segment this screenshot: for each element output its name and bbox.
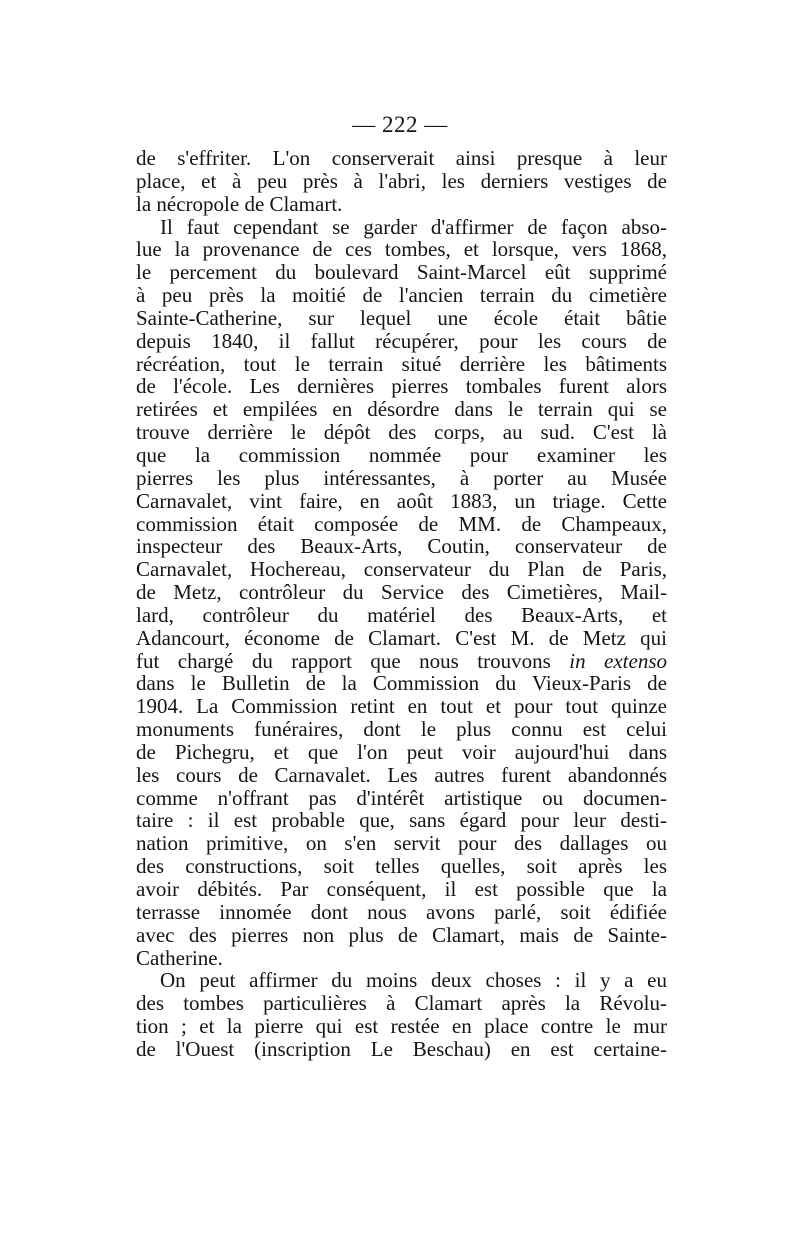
text-line-content: Il faut cependant se garder d'affirmer de façon abso- bbox=[160, 214, 667, 239]
text-line bbox=[136, 421, 667, 444]
text-line-content: que la commission nommée pour examiner les bbox=[136, 442, 667, 467]
text-line bbox=[136, 193, 667, 216]
text-line bbox=[136, 604, 667, 627]
text-line bbox=[136, 855, 667, 878]
text-line-content: le percement du boulevard Saint-Marcel eût supprimé bbox=[136, 260, 667, 285]
text-line bbox=[136, 832, 667, 855]
text-line bbox=[136, 216, 667, 239]
text-line-content: monuments funéraires, dont le plus connu est celui bbox=[136, 717, 667, 742]
text-line bbox=[136, 672, 667, 695]
text-line-content: Carnavalet, vint faire, en août 1883, un triage. Cette bbox=[136, 488, 667, 513]
text-line bbox=[136, 650, 667, 673]
text-line-content: lue la provenance de ces tombes, et lorsque, vers 1868, bbox=[136, 237, 667, 262]
text-line bbox=[136, 581, 667, 604]
text-line-content: place, et à peu près à l'abri, les derniers vestiges de bbox=[136, 168, 667, 193]
text-line bbox=[136, 170, 667, 193]
text-line bbox=[136, 718, 667, 741]
text-line-content: taire : il est probable que, sans égard pour leur desti- bbox=[136, 808, 667, 833]
text-line bbox=[136, 467, 667, 490]
text-line-content: de Metz, contrôleur du Service des Cimetières, Mail- bbox=[136, 580, 667, 605]
text-line bbox=[136, 901, 667, 924]
text-line bbox=[136, 398, 667, 421]
text-line-content: de l'école. Les dernières pierres tombales furent alors bbox=[136, 374, 667, 399]
text-line-content: de s'effriter. L'on conserverait ainsi presque à leur bbox=[136, 146, 667, 170]
text-line-content: des constructions, soit telles quelles, soit après les bbox=[136, 854, 667, 879]
text-line-content: les cours de Carnavalet. Les autres furent abandonnés bbox=[136, 762, 667, 787]
text-line-content: terrasse innomée dont nous avons parlé, soit édifiée bbox=[136, 899, 667, 924]
text-line-content: Sainte-Catherine, sur lequel une école était bâtie bbox=[136, 305, 667, 330]
text-line bbox=[136, 238, 667, 261]
text-line-content: inspecteur des Beaux-Arts, Coutin, conservateur de bbox=[136, 534, 667, 559]
text-line bbox=[136, 375, 667, 398]
text-line-content: dans le Bulletin de la Commission du Vieux-Paris de bbox=[136, 671, 667, 696]
text-line-content: avec des pierres non plus de Clamart, mais de Sainte- bbox=[136, 922, 667, 947]
text-line-content: trouve derrière le dépôt des corps, au sud. C'est là bbox=[136, 420, 667, 445]
text-line-content: des tombes particulières à Clamart après la Révolu- bbox=[136, 991, 667, 1016]
text-line bbox=[136, 787, 667, 810]
text-line bbox=[136, 490, 667, 513]
text-line-content: pierres les plus intéressantes, à porter au Musée bbox=[136, 465, 667, 490]
text-line bbox=[136, 695, 667, 718]
text-line-content: Catherine. bbox=[136, 945, 223, 970]
text-line bbox=[136, 1038, 667, 1061]
page-number: — 222 — bbox=[352, 112, 448, 137]
text-line bbox=[136, 330, 667, 353]
text-line bbox=[136, 924, 667, 947]
text-line bbox=[136, 969, 667, 992]
text-line-content: 1904. La Commission retint en tout et pour tout quinze bbox=[136, 694, 667, 719]
text-line-content: depuis 1840, il fallut récupérer, pour les cours de bbox=[136, 328, 667, 353]
text-line-content: à peu près la moitié de l'ancien terrain du cimetière bbox=[136, 283, 667, 308]
text-line-content: avoir débités. Par conséquent, il est possible que la bbox=[136, 877, 667, 901]
text-line-content: fut chargé du rapport que nous trouvons bbox=[136, 648, 570, 673]
text-line-content: récréation, tout le terrain situé derrière les bâtiments bbox=[136, 351, 667, 376]
text-line bbox=[136, 513, 667, 536]
text-line bbox=[136, 992, 667, 1015]
text-line bbox=[136, 809, 667, 832]
text-line bbox=[136, 741, 667, 764]
text-line-content: de Pichegru, et que l'on peut voir aujourd'hui dans bbox=[136, 739, 667, 764]
text-line bbox=[136, 535, 667, 558]
text-line bbox=[136, 147, 667, 170]
text-line-content: de l'Ouest (inscription Le Beschau) en est certaine- bbox=[136, 1036, 667, 1061]
text-line-content: nation primitive, on s'en servit pour des dallages ou bbox=[136, 831, 667, 856]
text-line-content: commission était composée de MM. de Champeaux, bbox=[136, 511, 667, 536]
text-line bbox=[136, 947, 667, 970]
text-line bbox=[136, 627, 667, 650]
text-line bbox=[136, 1015, 667, 1038]
text-line-content: tion ; et la pierre qui est restée en place contre le mur bbox=[136, 1014, 667, 1039]
italic-phrase: in extenso bbox=[569, 648, 667, 673]
text-line-content: lard, contrôleur du matériel des Beaux-Arts, et bbox=[136, 602, 667, 627]
text-line-content: Adancourt, économe de Clamart. C'est M. de Metz qui bbox=[136, 625, 667, 650]
text-line bbox=[136, 878, 667, 901]
text-line bbox=[136, 261, 667, 284]
text-line-content: On peut affirmer du moins deux choses : il y a eu bbox=[160, 968, 667, 993]
text-line bbox=[136, 353, 667, 376]
text-line bbox=[136, 307, 667, 330]
text-line-content: comme n'offrant pas d'intérêt artistique ou documen- bbox=[136, 785, 667, 810]
text-line-content: Carnavalet, Hochereau, conservateur du Plan de Paris, bbox=[136, 557, 667, 582]
text-line bbox=[136, 764, 667, 787]
body-text bbox=[136, 147, 667, 1061]
text-line bbox=[136, 284, 667, 307]
text-line bbox=[136, 558, 667, 581]
text-line bbox=[136, 444, 667, 467]
text-line-content: la nécropole de Clamart. bbox=[136, 191, 343, 216]
text-line-content: retirées et empilées en désordre dans le terrain qui se bbox=[136, 397, 667, 422]
